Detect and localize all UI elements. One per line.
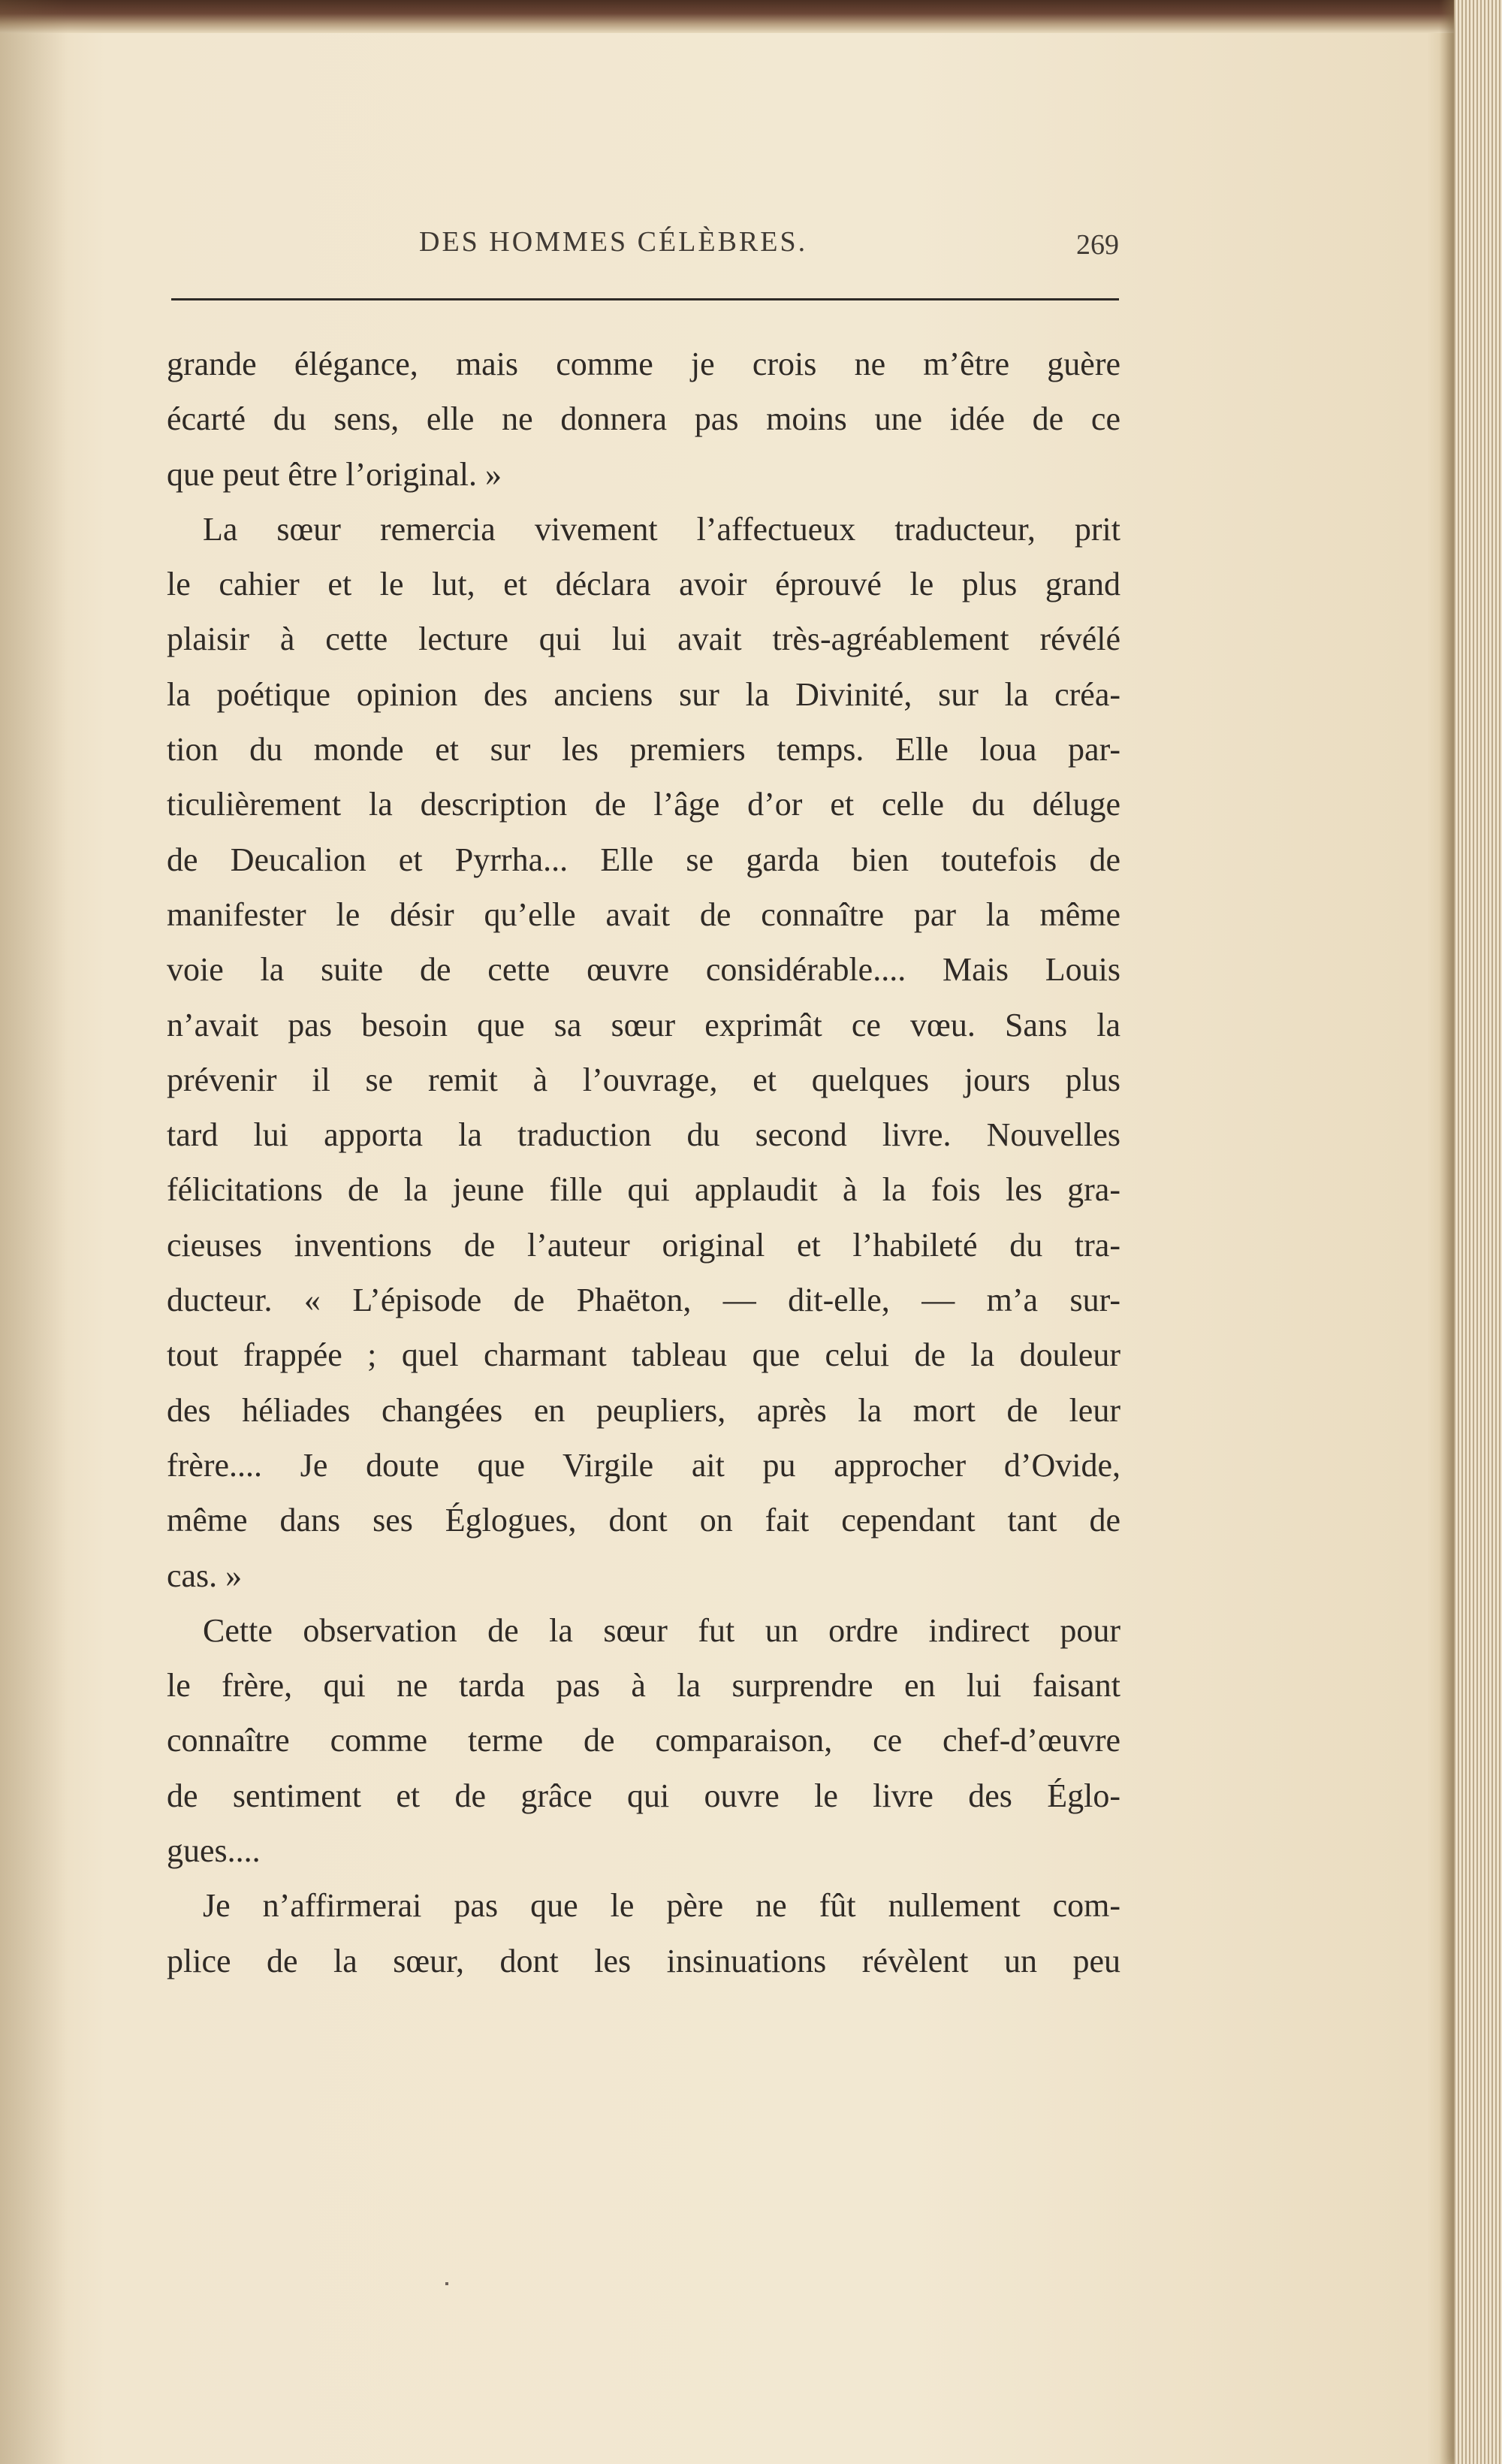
text-line: gues.... — [167, 1832, 261, 1870]
running-header — [171, 225, 1119, 270]
text-line: tard lui apporta la traduction du second livre. Nouvelles — [167, 1116, 1120, 1154]
header-rule — [171, 298, 1119, 300]
text-line: félicitations de la jeune fille qui applaudit à la fois les gra- — [167, 1171, 1120, 1209]
text-line: prévenir il se remit à l’ouvrage, et quelques jours plus — [167, 1061, 1120, 1098]
text-line: cas. » — [167, 1557, 243, 1594]
gutter-shadow — [0, 0, 68, 2464]
text-line: ducteur. « L’épisode de Phaëton, — dit-elle, — m’a sur- — [167, 1282, 1120, 1319]
text-line: des héliades changées en peupliers, après la mort de leur — [167, 1391, 1120, 1429]
text-line: la poétique opinion des anciens sur la Divinité, sur la créa- — [167, 675, 1120, 713]
text-line: Je n’affirmerai pas que le père ne fût nullement com- — [203, 1887, 1120, 1925]
text-line: grande élégance, mais comme je crois ne m’être guère — [167, 346, 1120, 382]
text-line: écarté du sens, elle ne donnera pas moins une idée de ce — [167, 400, 1120, 438]
text-line: n’avait pas besoin que sa sœur exprimât ce vœu. Sans la — [167, 1006, 1120, 1043]
running-title: DES HOMMES CÉLÈBRES. — [419, 226, 808, 258]
text-line: de Deucalion et Pyrrha... Elle se garda bien toutefois de — [167, 841, 1120, 878]
text-line: que peut être l’original. » — [167, 455, 502, 493]
text-line: manifester le désir qu’elle avait de connaître par la même — [167, 895, 1120, 933]
text-line: ticulièrement la description de l’âge d’or et celle du déluge — [167, 786, 1120, 823]
text-line: le cahier et le lut, et déclara avoir éprouvé le plus grand — [167, 566, 1120, 603]
book-cover-edge — [0, 0, 1502, 33]
ink-speck — [445, 2282, 448, 2285]
text-line: même dans ses Églogues, dont on fait cependant tant de — [167, 1502, 1120, 1539]
text-line: cieuses inventions de l’auteur original et l’habileté du tra- — [167, 1226, 1120, 1264]
page-edges — [1454, 0, 1502, 2464]
text-line: frère.... Je doute que Virgile ait pu approcher d’Ovide, — [167, 1446, 1120, 1484]
text-line: connaître comme terme de comparaison, ce chef-d’œuvre — [167, 1722, 1120, 1759]
text-line: le frère, qui ne tarda pas à la surprendre en lui faisant — [167, 1667, 1120, 1705]
text-line: tion du monde et sur les premiers temps. Elle loua par- — [167, 731, 1120, 768]
page-number: 269 — [1076, 229, 1119, 261]
text-line: plaisir à cette lecture qui lui avait très-agréablement révélé — [167, 621, 1120, 658]
text-line: de sentiment et de grâce qui ouvre le livre des Églo- — [167, 1777, 1120, 1814]
body-text — [167, 337, 1120, 1988]
text-line: tout frappée ; quel charmant tableau que celui de la douleur — [167, 1336, 1120, 1374]
text-line: La sœur remercia vivement l’affectueux traducteur, prit — [203, 510, 1120, 548]
text-line: plice de la sœur, dont les insinuations révèlent un peu — [167, 1942, 1120, 1979]
text-line: voie la suite de cette œuvre considérable.... Mais Louis — [167, 951, 1120, 989]
text-line: Cette observation de la sœur fut un ordre indirect pour — [203, 1611, 1120, 1649]
